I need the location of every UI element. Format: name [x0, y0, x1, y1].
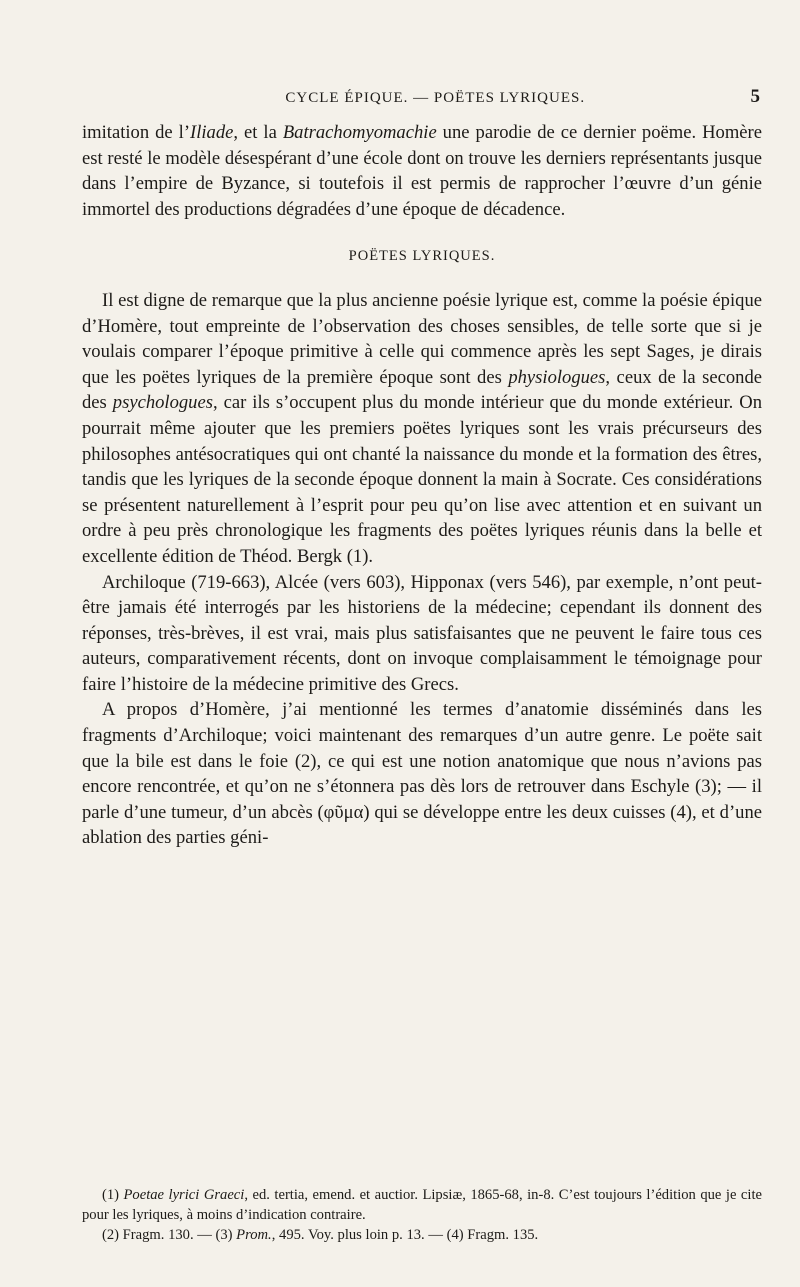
text-run: une parodie de ce dernier poëme. Homère est resté le modèle désespérant d’une école dont on trouve les derniers représentants jusque dans l’empire de Byzance, si toutefois il est permis de rapprocher l’œuvre d’un génie immortel des productions dégradées d’une époque de décadence.	[82, 122, 762, 220]
main-text	[82, 120, 762, 851]
title-batrachomyomachie: Batrachomyomachie	[282, 122, 437, 143]
text-run: Il est digne de remarque que la plus ancienne poésie lyrique est, comme la poésie épique d’Homère, tout empreinte de l’observation des choses sensibles, de telle sorte que si je voulais comparer l’époque primitive à celle qui commence après les sept Sages, je dirais que les poëtes lyriques de la première époque sont des	[82, 289, 762, 388]
title-prom: Prom.	[236, 1227, 272, 1243]
text-run: imitation de l’	[82, 122, 191, 143]
footnote-2	[82, 1225, 762, 1245]
text-run: , car ils s’occupent plus du monde intérieur que du monde extérieur. On pourrait même ajouter que les premiers poëtes lyriques sont les vrais précurseurs des philosophes antésocratiques qui ont chanté la naissance du monde et la formation des êtres, tandis que les lyriques de la seconde époque donnent la main à Socrate. Ces considérations se présentent naturellement à l’esprit pour peu qu’on lise avec attention et en suivant un ordre à peu près chronologique les fragments des poëtes lyriques réunis dans la belle et excellente édition de Théod. Bergk (1).	[82, 392, 762, 567]
footnote-1	[82, 1185, 762, 1225]
text-run: , 495. Voy. plus loin p. 13. — (4) Fragm. 135.	[271, 1227, 539, 1243]
title-poetae: Poetae lyrici Graeci	[123, 1187, 245, 1203]
text-run: (2) Fragm. 130. — (3)	[102, 1227, 237, 1243]
paragraph-1	[82, 120, 762, 222]
page-number: 5	[750, 86, 760, 107]
paragraph-4: A propos d’Homère, j’ai mentionné les termes d’anatomie disséminés dans les fragments d’Archiloque; voici maintenant des remarques d’un autre genre. Le poëte sait que la bile est dans le foie (2), ce qui est une notion anatomique que nous n’avions pas encore rencontrée, et qu’on ne s’étonnera pas dès lors de retrouver dans Eschyle (3); — il parle d’une tumeur, d’un abcès (φῦμα) qui se développe entre les deux cuisses (4), et d’une ablation des parties géni-	[82, 699, 762, 849]
running-title: CYCLE ÉPIQUE. — POËTES LYRIQUES.	[285, 90, 586, 106]
title-iliade: Iliade	[190, 122, 234, 143]
text-run: , ceux de la seconde des	[82, 366, 762, 414]
paragraph-3: Archiloque (719-663), Alcée (vers 603), Hipponax (vers 546), par exemple, n’ont peut-être jamais été interrogés par les historiens de la médecine; cependant ils donnent des réponses, très-brèves, il est vrai, mais plus satisfaisantes que ne peuvent le faire tous ces auteurs, comparativement récents, dont on invoque complaisamment le témoignage pour faire l’histoire de la médecine primitive des Grecs.	[82, 571, 762, 695]
term-psychologues: psychologues	[112, 392, 213, 414]
text-run: , ed. tertia, emend. et auctior. Lipsiæ, 1865-68, in-8. C’est toujours l’édition que je cite pour les lyriques, à moins d’indication contraire.	[82, 1187, 762, 1223]
footnotes	[82, 1185, 762, 1245]
text-run: , et la	[233, 122, 283, 143]
paragraph-2	[82, 288, 762, 570]
running-head	[80, 86, 760, 108]
section-heading: POËTES LYRIQUES.	[348, 248, 496, 265]
term-physiologues: physiologues	[508, 366, 606, 388]
text-run: (1)	[102, 1187, 124, 1203]
